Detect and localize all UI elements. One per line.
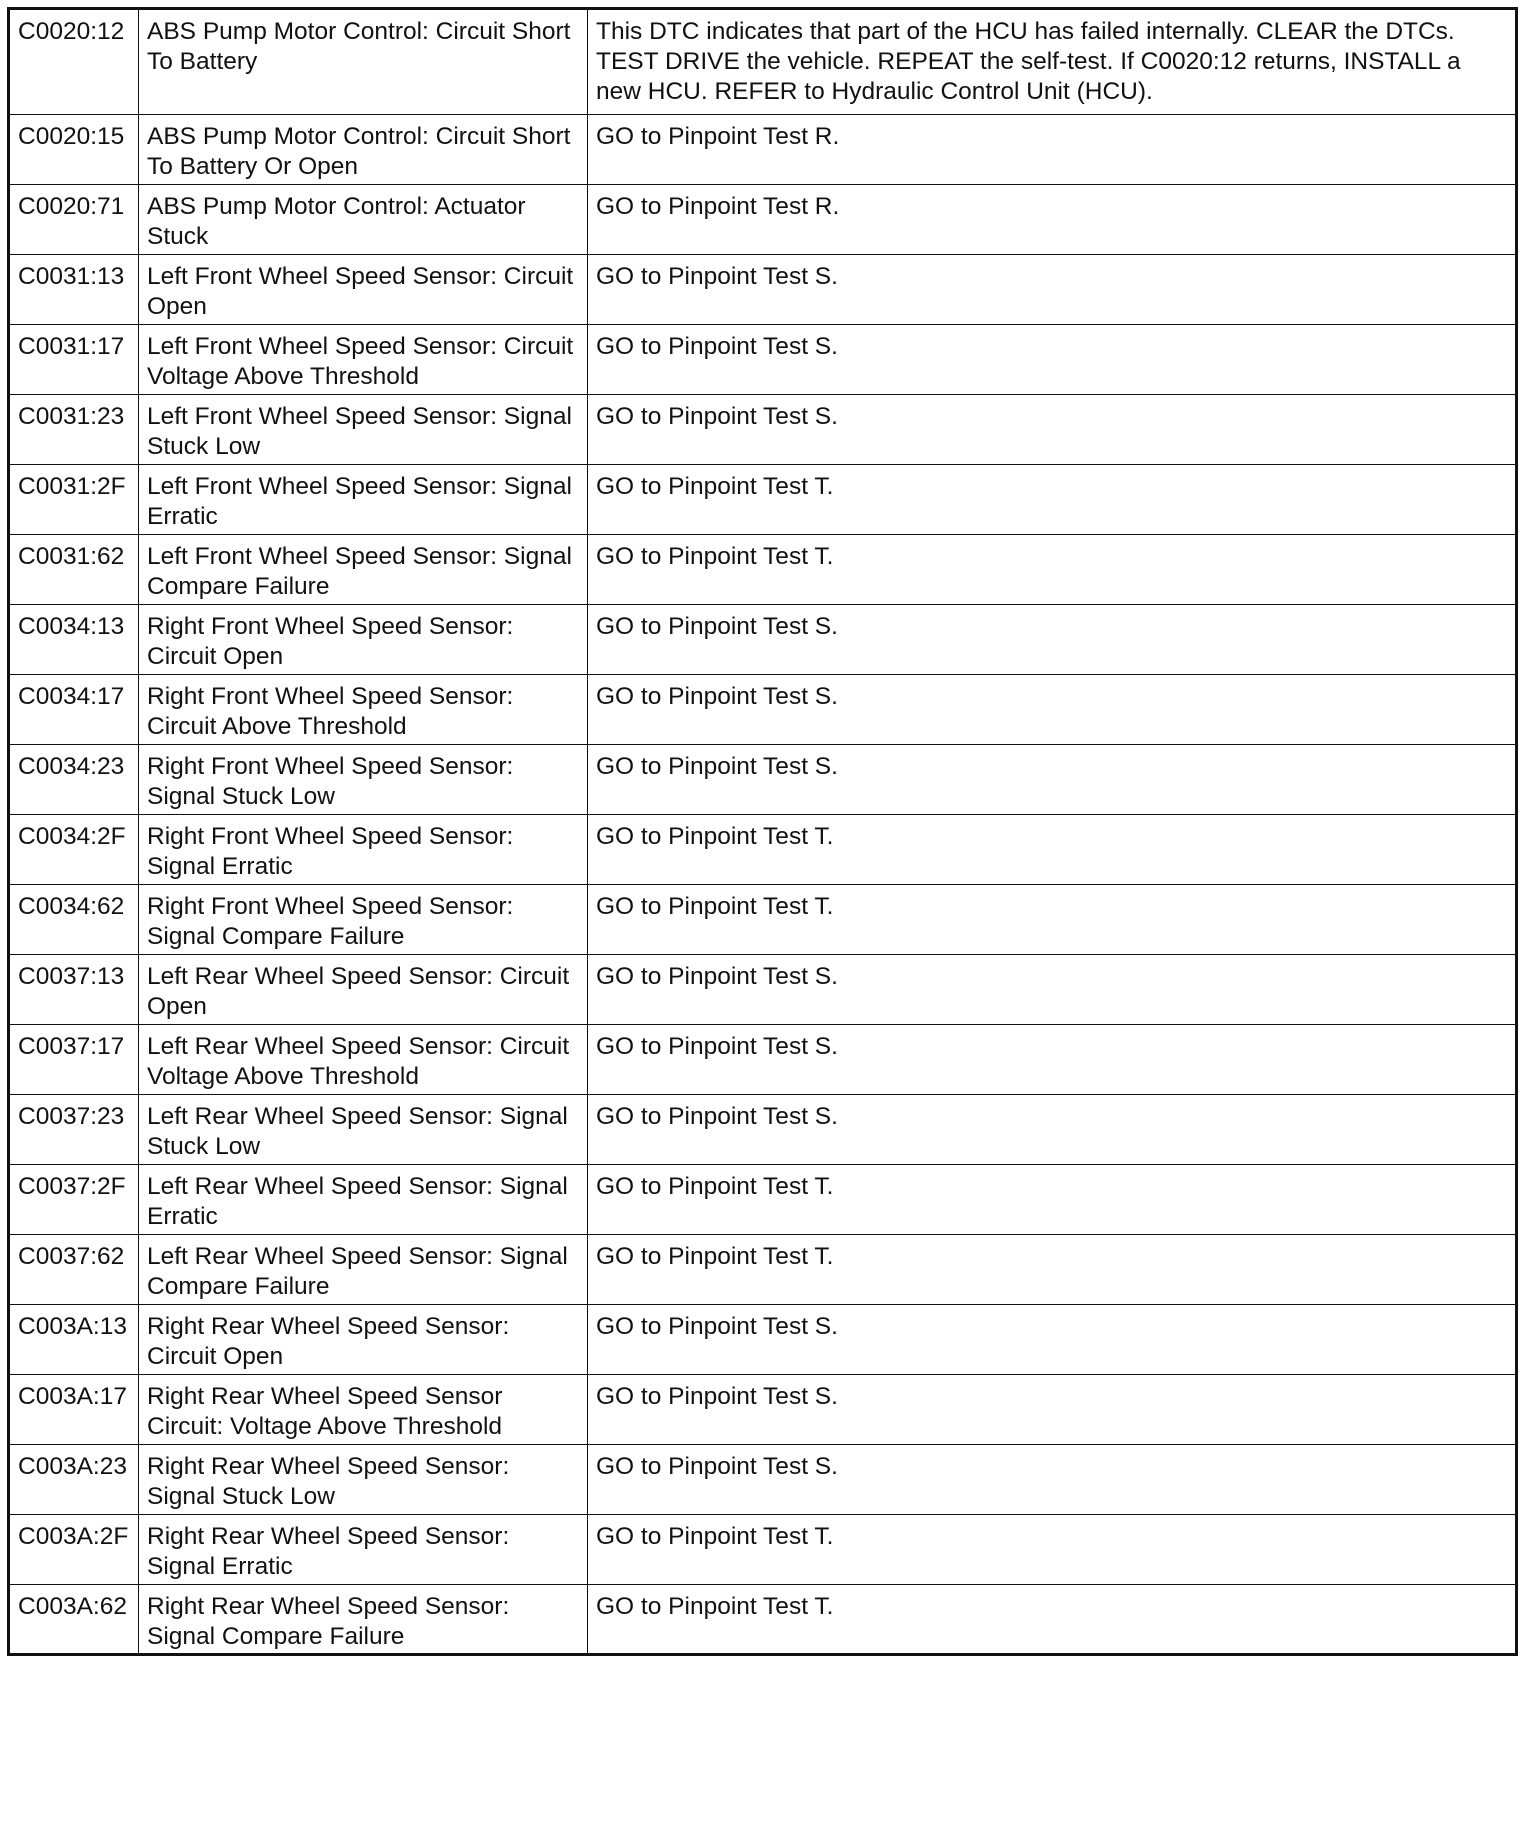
dtc-action: GO to Pinpoint Test S. (588, 395, 1517, 465)
dtc-description: Left Rear Wheel Speed Sensor: Signal Compare Failure (139, 1235, 588, 1305)
dtc-action: GO to Pinpoint Test S. (588, 255, 1517, 325)
dtc-action: GO to Pinpoint Test S. (588, 1095, 1517, 1165)
dtc-description: Right Rear Wheel Speed Sensor: Signal Compare Failure (139, 1585, 588, 1655)
dtc-action: GO to Pinpoint Test S. (588, 325, 1517, 395)
table-row (9, 1305, 1517, 1375)
dtc-description: Right Front Wheel Speed Sensor: Circuit Above Threshold (139, 675, 588, 745)
dtc-description: Left Rear Wheel Speed Sensor: Signal Erratic (139, 1165, 588, 1235)
dtc-description: ABS Pump Motor Control: Actuator Stuck (139, 185, 588, 255)
dtc-action: GO to Pinpoint Test S. (588, 1025, 1517, 1095)
dtc-description: Left Front Wheel Speed Sensor: Circuit Voltage Above Threshold (139, 325, 588, 395)
dtc-description: Right Rear Wheel Speed Sensor: Signal Stuck Low (139, 1445, 588, 1515)
dtc-action: GO to Pinpoint Test T. (588, 1585, 1517, 1655)
dtc-description: Left Front Wheel Speed Sensor: Signal Stuck Low (139, 395, 588, 465)
table-row (9, 1235, 1517, 1305)
dtc-action: GO to Pinpoint Test T. (588, 1515, 1517, 1585)
table-row (9, 1025, 1517, 1095)
dtc-code: C0020:12 (9, 9, 139, 115)
table-row (9, 955, 1517, 1025)
dtc-description: Left Rear Wheel Speed Sensor: Circuit Voltage Above Threshold (139, 1025, 588, 1095)
table-row (9, 395, 1517, 465)
dtc-code: C0034:62 (9, 885, 139, 955)
table-row (9, 675, 1517, 745)
dtc-code: C003A:23 (9, 1445, 139, 1515)
table-row (9, 1585, 1517, 1655)
dtc-action: GO to Pinpoint Test T. (588, 1235, 1517, 1305)
dtc-table (7, 7, 1518, 1656)
dtc-description: ABS Pump Motor Control: Circuit Short To Battery (139, 9, 588, 115)
dtc-action: GO to Pinpoint Test R. (588, 185, 1517, 255)
table-row (9, 465, 1517, 535)
dtc-code: C0037:17 (9, 1025, 139, 1095)
dtc-description: Left Front Wheel Speed Sensor: Circuit Open (139, 255, 588, 325)
dtc-description: Right Front Wheel Speed Sensor: Circuit Open (139, 605, 588, 675)
table-row (9, 9, 1517, 115)
table-row (9, 1375, 1517, 1445)
dtc-code: C0031:23 (9, 395, 139, 465)
table-row (9, 1515, 1517, 1585)
dtc-action: GO to Pinpoint Test T. (588, 465, 1517, 535)
dtc-action: GO to Pinpoint Test S. (588, 675, 1517, 745)
dtc-action: GO to Pinpoint Test T. (588, 1165, 1517, 1235)
table-row (9, 325, 1517, 395)
dtc-action: This DTC indicates that part of the HCU has failed internally. CLEAR the DTCs. TEST DRIVE the vehicle. REPEAT the self-test. If C0020:12 returns, INSTALL a new HCU. REFER to Hydraulic Control Unit (HCU). (588, 9, 1517, 115)
table-row (9, 1095, 1517, 1165)
dtc-code: C003A:62 (9, 1585, 139, 1655)
dtc-action: GO to Pinpoint Test S. (588, 1375, 1517, 1445)
dtc-action: GO to Pinpoint Test T. (588, 535, 1517, 605)
dtc-code: C0020:71 (9, 185, 139, 255)
dtc-code: C0034:17 (9, 675, 139, 745)
table-row (9, 185, 1517, 255)
dtc-action: GO to Pinpoint Test S. (588, 1305, 1517, 1375)
dtc-description: Left Rear Wheel Speed Sensor: Signal Stuck Low (139, 1095, 588, 1165)
dtc-description: Left Rear Wheel Speed Sensor: Circuit Open (139, 955, 588, 1025)
dtc-action: GO to Pinpoint Test S. (588, 1445, 1517, 1515)
dtc-code: C0037:2F (9, 1165, 139, 1235)
dtc-action: GO to Pinpoint Test T. (588, 885, 1517, 955)
dtc-description: Right Front Wheel Speed Sensor: Signal Stuck Low (139, 745, 588, 815)
table-row (9, 255, 1517, 325)
dtc-action: GO to Pinpoint Test T. (588, 815, 1517, 885)
dtc-code: C0037:13 (9, 955, 139, 1025)
dtc-code: C0031:13 (9, 255, 139, 325)
dtc-action: GO to Pinpoint Test S. (588, 605, 1517, 675)
dtc-description: Right Front Wheel Speed Sensor: Signal Compare Failure (139, 885, 588, 955)
dtc-code: C003A:2F (9, 1515, 139, 1585)
dtc-description: Left Front Wheel Speed Sensor: Signal Compare Failure (139, 535, 588, 605)
dtc-action: GO to Pinpoint Test R. (588, 115, 1517, 185)
table-row (9, 885, 1517, 955)
dtc-description: Left Front Wheel Speed Sensor: Signal Erratic (139, 465, 588, 535)
dtc-code: C0031:17 (9, 325, 139, 395)
dtc-action: GO to Pinpoint Test S. (588, 745, 1517, 815)
document-page (7, 7, 1515, 1830)
table-row (9, 115, 1517, 185)
dtc-code: C0034:13 (9, 605, 139, 675)
dtc-description: Right Rear Wheel Speed Sensor Circuit: Voltage Above Threshold (139, 1375, 588, 1445)
dtc-code: C0034:23 (9, 745, 139, 815)
table-row (9, 1445, 1517, 1515)
table-row (9, 1165, 1517, 1235)
dtc-code: C003A:13 (9, 1305, 139, 1375)
dtc-action: GO to Pinpoint Test S. (588, 955, 1517, 1025)
dtc-code: C0031:2F (9, 465, 139, 535)
dtc-description: Right Rear Wheel Speed Sensor: Circuit Open (139, 1305, 588, 1375)
dtc-code: C0020:15 (9, 115, 139, 185)
dtc-description: Right Front Wheel Speed Sensor: Signal Erratic (139, 815, 588, 885)
table-row (9, 605, 1517, 675)
dtc-code: C003A:17 (9, 1375, 139, 1445)
table-row (9, 535, 1517, 605)
dtc-description: ABS Pump Motor Control: Circuit Short To Battery Or Open (139, 115, 588, 185)
table-row (9, 745, 1517, 815)
dtc-table-body (9, 9, 1517, 1655)
dtc-code: C0037:23 (9, 1095, 139, 1165)
dtc-code: C0034:2F (9, 815, 139, 885)
dtc-description: Right Rear Wheel Speed Sensor: Signal Erratic (139, 1515, 588, 1585)
dtc-code: C0037:62 (9, 1235, 139, 1305)
dtc-code: C0031:62 (9, 535, 139, 605)
table-row (9, 815, 1517, 885)
